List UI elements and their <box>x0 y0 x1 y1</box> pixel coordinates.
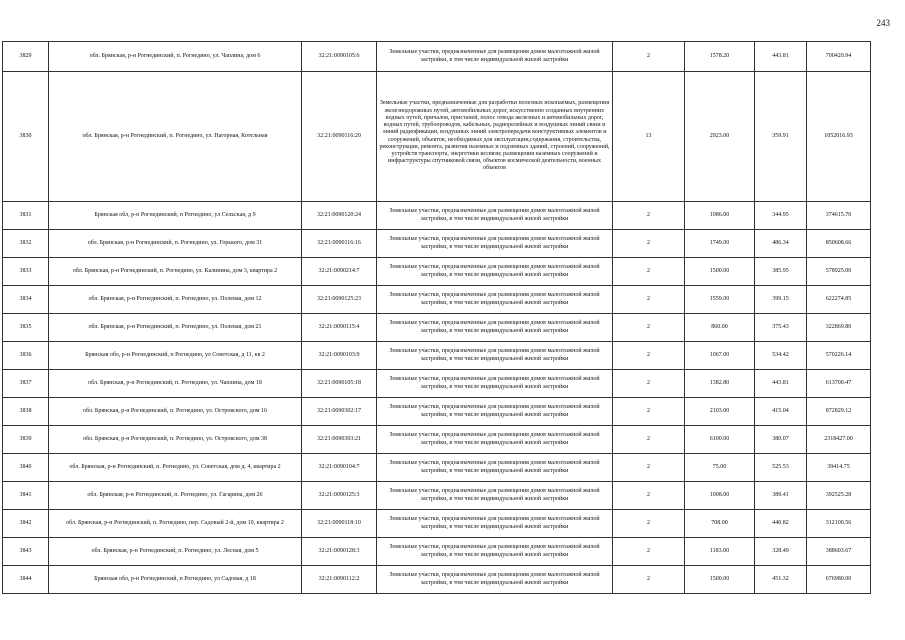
unit-value-cell: 385.95 <box>755 258 807 286</box>
unit-value-cell: 399.15 <box>755 286 807 314</box>
use-code-cell: 2 <box>613 426 685 454</box>
cadastral-number-cell: 32:21:0090128:3 <box>302 538 377 566</box>
land-use-cell: Земельные участки, предназначенные для размещения домов малоэтажной жилой застройки, в том числе индивидуальной жилой застройки <box>377 370 613 398</box>
cadastral-value-cell: 2318427.00 <box>807 426 871 454</box>
cadastral-value-cell: 312100.56 <box>807 510 871 538</box>
unit-value-cell: 415.04 <box>755 398 807 426</box>
area-cell: 1500.00 <box>685 566 755 594</box>
area-cell: 708.00 <box>685 510 755 538</box>
cadastral-value-cell: 1052016.93 <box>807 72 871 202</box>
cadastral-value-cell: 39414.75 <box>807 454 871 482</box>
cadastral-number-cell: 32:21:0090105:18 <box>302 370 377 398</box>
unit-value-cell: 443.81 <box>755 42 807 72</box>
cadastral-value-cell: 388603.67 <box>807 538 871 566</box>
row-number: 3840 <box>3 454 49 482</box>
use-code-cell: 2 <box>613 454 685 482</box>
area-cell: 1500.00 <box>685 258 755 286</box>
use-code-cell: 2 <box>613 510 685 538</box>
area-cell: 1183.00 <box>685 538 755 566</box>
address-cell: обл. Брянская, р-н Рогнединский, п. Рогнедино, ул. Лесная, дом 5 <box>49 538 302 566</box>
land-use-cell: Земельные участки, предназначенные для размещения домов малоэтажной жилой застройки, в том числе индивидуальной жилой застройки <box>377 510 613 538</box>
row-number: 3831 <box>3 202 49 230</box>
unit-value-cell: 440.82 <box>755 510 807 538</box>
cadastral-value-cell: 850608.66 <box>807 230 871 258</box>
use-code-cell: 2 <box>613 202 685 230</box>
land-use-cell: Земельные участки, предназначенные для размещения домов малоэтажной жилой застройки, в том числе индивидуальной жилой застройки <box>377 398 613 426</box>
area-cell: 1749.00 <box>685 230 755 258</box>
table-row <box>3 370 871 398</box>
row-number: 3839 <box>3 426 49 454</box>
cadastral-value-cell: 700420.94 <box>807 42 871 72</box>
cadastral-number-cell: 32:21:0090105:6 <box>302 42 377 72</box>
area-cell: 2103.00 <box>685 398 755 426</box>
table-row <box>3 538 871 566</box>
cadastral-value-cell: 322869.80 <box>807 314 871 342</box>
row-number: 3837 <box>3 370 49 398</box>
cadastral-number-cell: 32:21:0090103:9 <box>302 342 377 370</box>
land-use-cell: Земельные участки, предназначенные для размещения домов малоэтажной жилой застройки, в том числе индивидуальной жилой застройки <box>377 342 613 370</box>
cadastral-number-cell: 32:21:0090214:7 <box>302 258 377 286</box>
row-number: 3838 <box>3 398 49 426</box>
address-cell: обл. Брянская, р-н Рогнединский, п. Рогнедино, ул. Полевая, дом 12 <box>49 286 302 314</box>
address-cell: обл. Брянская, р-н Рогнединский, п. Рогнедино, ул. Чаплина, дом 6 <box>49 42 302 72</box>
row-number: 3829 <box>3 42 49 72</box>
unit-value-cell: 443.81 <box>755 370 807 398</box>
use-code-cell: 2 <box>613 314 685 342</box>
use-code-cell: 2 <box>613 286 685 314</box>
table-row <box>3 510 871 538</box>
cadastral-number-cell: 32:21:0090302:17 <box>302 398 377 426</box>
area-cell: 1008.00 <box>685 482 755 510</box>
address-cell: обл. Брянская, р-н Рогнединский, п. Рогнедино, ул. Калинина, дом 3, квартира 2 <box>49 258 302 286</box>
address-cell: обл. Брянская, р-н Рогнединский, п. Рогнедино, ул. Советская, дом д. 4, квартира 2 <box>49 454 302 482</box>
row-number: 3832 <box>3 230 49 258</box>
cadastral-value-cell: 374615.70 <box>807 202 871 230</box>
area-cell: 1067.00 <box>685 342 755 370</box>
address-cell: обл. Брянская, р-н Рогнединский, п. Рогнедино, ул. Чаплина, дом 18 <box>49 370 302 398</box>
row-number: 3833 <box>3 258 49 286</box>
unit-value-cell: 380.07 <box>755 426 807 454</box>
land-use-cell: Земельные участки, предназначенные для размещения домов малоэтажной жилой застройки, в том числе индивидуальной жилой застройки <box>377 454 613 482</box>
use-code-cell: 2 <box>613 370 685 398</box>
row-number: 3830 <box>3 72 49 202</box>
cadastral-number-cell: 32:21:0090303:21 <box>302 426 377 454</box>
area-cell: 1578.20 <box>685 42 755 72</box>
land-use-cell: Земельные участки, предназначенные для размещения домов малоэтажной жилой застройки, в том числе индивидуальной жилой застройки <box>377 42 613 72</box>
cadastral-value-cell: 676980.00 <box>807 566 871 594</box>
cadastral-number-cell: 32:21:0090112:2 <box>302 566 377 594</box>
cadastral-value-table <box>2 41 871 594</box>
table-row <box>3 258 871 286</box>
area-cell: 2923.00 <box>685 72 755 202</box>
row-number: 3834 <box>3 286 49 314</box>
unit-value-cell: 486.34 <box>755 230 807 258</box>
table-row <box>3 42 871 72</box>
address-cell: обл. Брянская, р-н Рогнединский, п. Рогнедино, ул. Полевая, дом 21 <box>49 314 302 342</box>
cadastral-value-cell: 872829.12 <box>807 398 871 426</box>
address-cell: обл. Брянская, р-н Рогнединский, п. Рогнедино, ул. Горького, дом 31 <box>49 230 302 258</box>
cadastral-number-cell: 32:21:0090116:16 <box>302 230 377 258</box>
unit-value-cell: 344.95 <box>755 202 807 230</box>
area-cell: 860.00 <box>685 314 755 342</box>
area-cell: 1559.00 <box>685 286 755 314</box>
cadastral-number-cell: 32:21:0090125:23 <box>302 286 377 314</box>
address-cell: Брянская обл, р-н Рогнединский, п Рогнедино, ул Советская, д 11, кв 2 <box>49 342 302 370</box>
cadastral-value-cell: 392525.28 <box>807 482 871 510</box>
table-row <box>3 454 871 482</box>
use-code-cell: 2 <box>613 398 685 426</box>
table-row <box>3 72 871 202</box>
unit-value-cell: 451.32 <box>755 566 807 594</box>
land-use-cell: Земельные участки, предназначенные для разработки полезных ископаемых, размещения железнодорожных путей, автомобильных дорог, искусственно созданных внутренних водных путей, причалов, пристаней, полос отвода железных и автомобильных дорог, водных путей, трубопроводов, кабельных, радиорелейных и воздушных линий связи и линий радиофикации, воздушных линий электропередачи конструктивных элементов и сооружений, объектов, необходимых для эксплуатации,содержания, строительства, реконструкции, ремонта, развития наземных и подземных зданий, строений, сооружений, устройств транспорта, энергетики иссвязи; размещения наземных сооружений и инфраструктуры спутниковой связи, объектов космической деятельности, военных объектов <box>377 72 613 202</box>
cadastral-number-cell: 32:21:0090115:4 <box>302 314 377 342</box>
unit-value-cell: 525.53 <box>755 454 807 482</box>
table-row <box>3 202 871 230</box>
land-use-cell: Земельные участки, предназначенные для размещения домов малоэтажной жилой застройки, в том числе индивидуальной жилой застройки <box>377 566 613 594</box>
address-cell: обл. Брянская, р-н Рогнединский, п. Рогнедино, ул. Гагарина, дом 26 <box>49 482 302 510</box>
row-number: 3841 <box>3 482 49 510</box>
unit-value-cell: 389.41 <box>755 482 807 510</box>
address-cell: обл. Брянская, р-н Рогнединский, п. Рогнедино, пер. Садовый 2-й, дом 10, квартира 2 <box>49 510 302 538</box>
land-use-cell: Земельные участки, предназначенные для размещения домов малоэтажной жилой застройки, в том числе индивидуальной жилой застройки <box>377 426 613 454</box>
cadastral-value-cell: 613700.47 <box>807 370 871 398</box>
unit-value-cell: 375.43 <box>755 314 807 342</box>
table-row <box>3 342 871 370</box>
address-cell: обл. Брянская, р-н Рогнединский, п. Рогнедино, ул. Островского, дом 38 <box>49 426 302 454</box>
land-use-cell: Земельные участки, предназначенные для размещения домов малоэтажной жилой застройки, в том числе индивидуальной жилой застройки <box>377 286 613 314</box>
cadastral-number-cell: 32:21:0090125:3 <box>302 482 377 510</box>
unit-value-cell: 359.91 <box>755 72 807 202</box>
area-cell: 1382.80 <box>685 370 755 398</box>
table-row <box>3 398 871 426</box>
unit-value-cell: 328.49 <box>755 538 807 566</box>
row-number: 3835 <box>3 314 49 342</box>
table-row <box>3 286 871 314</box>
use-code-cell: 2 <box>613 566 685 594</box>
cadastral-number-cell: 32:21:0090116:20 <box>302 72 377 202</box>
table-row <box>3 566 871 594</box>
use-code-cell: 2 <box>613 538 685 566</box>
table-row <box>3 482 871 510</box>
use-code-cell: 2 <box>613 230 685 258</box>
table-row <box>3 230 871 258</box>
area-cell: 75.00 <box>685 454 755 482</box>
row-number: 3842 <box>3 510 49 538</box>
land-use-cell: Земельные участки, предназначенные для размещения домов малоэтажной жилой застройки, в том числе индивидуальной жилой застройки <box>377 538 613 566</box>
page-number: 243 <box>876 18 890 28</box>
unit-value-cell: 534.42 <box>755 342 807 370</box>
cadastral-value-cell: 570226.14 <box>807 342 871 370</box>
row-number: 3836 <box>3 342 49 370</box>
cadastral-number-cell: 32:21:0090120:24 <box>302 202 377 230</box>
row-number: 3844 <box>3 566 49 594</box>
land-use-cell: Земельные участки, предназначенные для размещения домов малоэтажной жилой застройки, в том числе индивидуальной жилой застройки <box>377 314 613 342</box>
use-code-cell: 2 <box>613 342 685 370</box>
land-use-cell: Земельные участки, предназначенные для размещения домов малоэтажной жилой застройки, в том числе индивидуальной жилой застройки <box>377 202 613 230</box>
row-number: 3843 <box>3 538 49 566</box>
cadastral-value-cell: 578925.00 <box>807 258 871 286</box>
area-cell: 6100.00 <box>685 426 755 454</box>
use-code-cell: 2 <box>613 258 685 286</box>
address-cell: обл. Брянская, р-н Рогнединский, п. Рогнедино, ул. Островского, дом 16 <box>49 398 302 426</box>
land-use-cell: Земельные участки, предназначенные для размещения домов малоэтажной жилой застройки, в том числе индивидуальной жилой застройки <box>377 230 613 258</box>
cadastral-value-cell: 622274.85 <box>807 286 871 314</box>
table-row <box>3 426 871 454</box>
use-code-cell: 13 <box>613 72 685 202</box>
land-use-cell: Земельные участки, предназначенные для размещения домов малоэтажной жилой застройки, в том числе индивидуальной жилой застройки <box>377 482 613 510</box>
address-cell: Брянская обл, р-н Рогнединский, п Рогнедино, ул Сельская, д 9 <box>49 202 302 230</box>
use-code-cell: 2 <box>613 42 685 72</box>
use-code-cell: 2 <box>613 482 685 510</box>
area-cell: 1086.00 <box>685 202 755 230</box>
cadastral-number-cell: 32:21:0090104:7 <box>302 454 377 482</box>
address-cell: обл. Брянская, р-н Рогнединский, п. Рогнедино, ул. Нагорная, Котельная <box>49 72 302 202</box>
cadastral-number-cell: 32:21:0090118:10 <box>302 510 377 538</box>
address-cell: Брянская обл, р-н Рогнединский, п Рогнедино, ул Садовая, д 18 <box>49 566 302 594</box>
table-row <box>3 314 871 342</box>
land-use-cell: Земельные участки, предназначенные для размещения домов малоэтажной жилой застройки, в том числе индивидуальной жилой застройки <box>377 258 613 286</box>
